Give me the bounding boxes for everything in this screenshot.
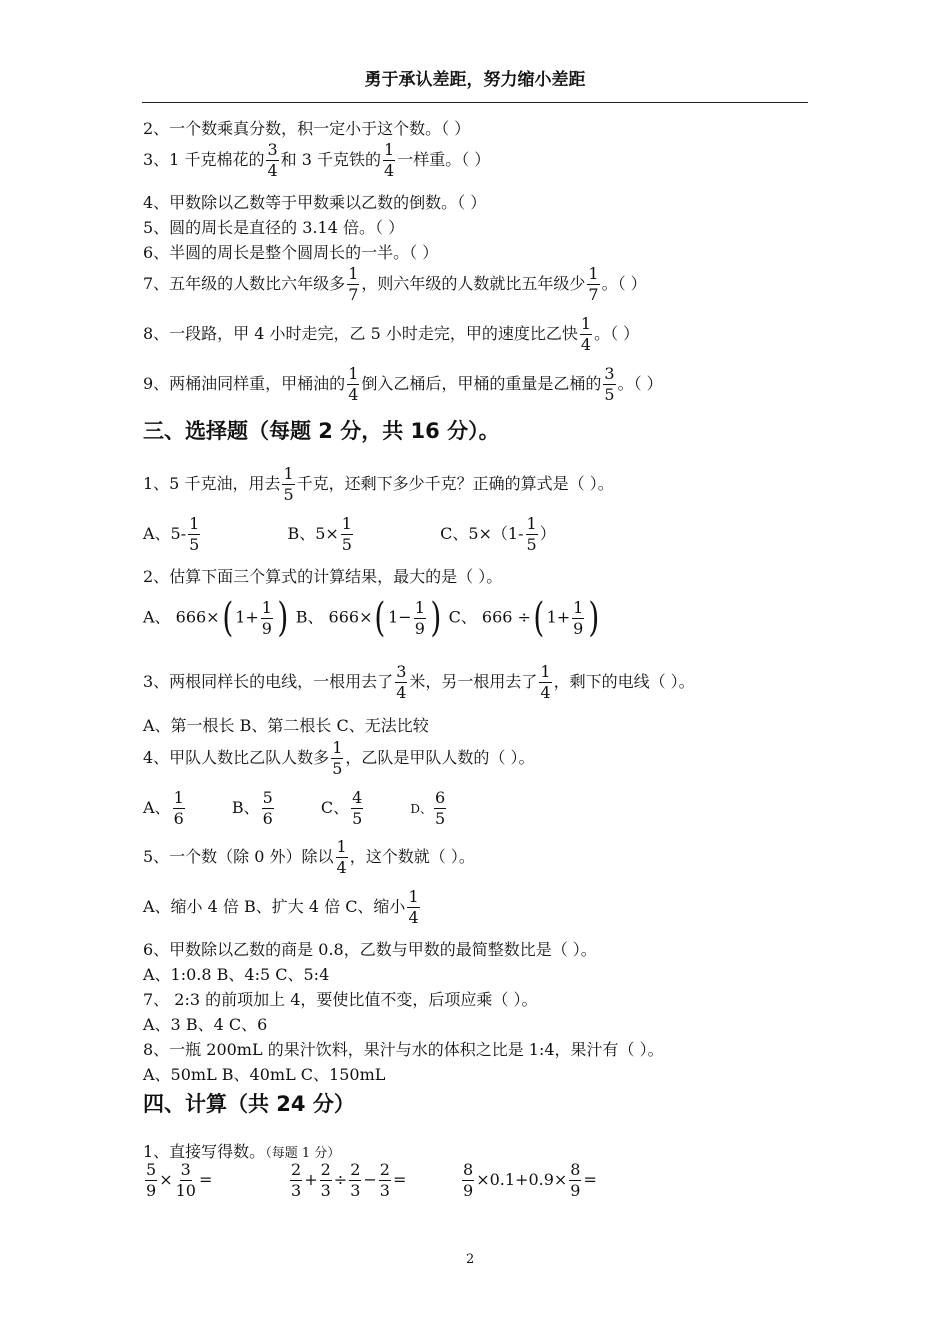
option-c: C、5×（1- $\frac{1}{5}$ ）	[440, 514, 556, 554]
page-header	[142, 66, 808, 103]
fraction: $\frac{1}{4}$	[348, 364, 359, 404]
fraction: $\frac{8}{9}$	[463, 1160, 474, 1200]
fraction: $\frac{3}{4}$	[267, 140, 278, 180]
tf-question-2: 2、一个数乘真分数，积一定小于这个数。（ ）	[143, 119, 471, 138]
option-b: B、 $\frac{5}{6}$	[231, 788, 273, 828]
option-c: C、 $\frac{4}{5}$	[320, 788, 363, 828]
fraction: $\frac{1}{7}$	[348, 264, 359, 304]
mc-question-6-options: A、1:0.8 B、4:5 C、5:4	[143, 965, 330, 984]
fraction: $\frac{4}{5}$	[352, 788, 363, 828]
fraction: $\frac{2}{3}$	[291, 1160, 302, 1200]
tf-question-3: 3、1 千克棉花的 $\frac{3}{4}$ 和 3 千克铁的 $\frac{1}{4}$ 一样重。（ ）	[143, 140, 491, 180]
fraction: $\frac{2}{3}$	[379, 1160, 390, 1200]
tf-question-7: 7、五年级的人数比六年级多 $\frac{1}{7}$ ，则六年级的人数就比五年级少 $\frac{1}{7}$ 。（ ）	[143, 264, 647, 304]
mc-question-2-options	[143, 595, 602, 641]
fraction: $\frac{1}{5}$	[189, 514, 200, 554]
calc-expression-3: $\frac{8}{9}$ ×0.1+0.9× $\frac{8}{9}$ =	[463, 1160, 597, 1200]
calc-expression-2: $\frac{2}{3}$ + $\frac{2}{3}$ ÷ $\frac{2}{3}$ − $\frac{2}{3}$ =	[291, 1160, 407, 1200]
tf-question-9: 9、两桶油同样重，甲桶油的 $\frac{1}{4}$ 倒入乙桶后，甲桶的重量是乙桶的 $\frac{3}{5}$ 。（ ）	[143, 364, 663, 404]
option-a: A、5- $\frac{1}{5}$	[143, 514, 200, 554]
section-3-title: 三、选择题（每题 2 分，共 16 分）。	[143, 419, 500, 443]
mc-question-7-options: A、3 B、4 C、6	[143, 1015, 268, 1034]
fraction: $\frac{2}{3}$	[350, 1160, 361, 1200]
mc-question-5: 5、一个数（除 0 外）除以 $\frac{1}{4}$ ，这个数就（ ）。	[143, 837, 475, 877]
tf-question-6: 6、半圆的周长是整个圆周长的一半。（ ）	[143, 243, 439, 262]
fraction: $\frac{1}{5}$	[332, 738, 343, 778]
fraction: $\frac{6}{5}$	[435, 788, 446, 828]
mc-question-7: 7、 2:3 的前项加上 4，要使比值不变，后项应乘（ ）。	[143, 990, 538, 1009]
section-4-title: 四、计算（共 24 分）	[143, 1092, 355, 1116]
fraction: $\frac{1}{4}$	[580, 314, 592, 354]
fraction: $\frac{1}{4}$	[336, 837, 347, 877]
mc-question-4: 4、甲队人数比乙队人数多 $\frac{1}{5}$ ，乙队是甲队人数的（ ）。	[143, 738, 535, 778]
calc-intro: 1、直接写得数。（每题 1 分）	[143, 1142, 341, 1161]
fraction: $\frac{1}{5}$	[283, 464, 294, 504]
option-a: A、 $\frac{1}{6}$	[143, 788, 184, 828]
fraction: $\frac{1}{9}$	[261, 597, 272, 638]
fraction: $\frac{1}{9}$	[414, 597, 425, 638]
fraction: $\frac{1}{4}$	[408, 887, 419, 927]
mc-question-5-options: A、缩小 4 倍 B、扩大 4 倍 C、缩小 $\frac{1}{4}$	[143, 887, 419, 927]
option-c: C、 666 ÷( 1+ $\frac{1}{9}$ )	[448, 595, 600, 641]
fraction: $\frac{8}{9}$	[570, 1160, 581, 1200]
mc-question-2: 2、估算下面三个算式的计算结果，最大的是（ ）。	[143, 567, 503, 586]
option-b: B、 666×( 1− $\frac{1}{9}$ )	[295, 595, 442, 641]
mc-question-4-options	[143, 790, 448, 827]
fraction: $\frac{1}{9}$	[573, 597, 584, 638]
fraction: $\frac{3}{5}$	[604, 364, 615, 404]
fraction: $\frac{3}{10}$	[175, 1160, 196, 1200]
mc-question-8-options: A、50mL B、40mL C、150mL	[143, 1065, 386, 1084]
page-number: 2	[466, 1252, 475, 1267]
mc-question-8: 8、一瓶 200mL 的果汁饮料，果汁与水的体积之比是 1:4，果汁有（ ）。	[143, 1040, 664, 1059]
option-d: D、 $\frac{6}{5}$	[410, 788, 446, 828]
header-title: 勇于承认差距，努力缩小差距	[364, 70, 586, 90]
fraction: $\frac{2}{3}$	[320, 1160, 331, 1200]
tf-question-8: 8、一段路，甲 4 小时走完，乙 5 小时走完，甲的速度比乙快 $\frac{1}{4}$ 。（ ）	[143, 314, 640, 354]
fraction: $\frac{5}{9}$	[146, 1160, 157, 1200]
fraction: $\frac{3}{4}$	[396, 662, 407, 702]
mc-question-1-options	[143, 516, 556, 553]
fraction: $\frac{1}{5}$	[526, 514, 537, 554]
mc-question-1: 1、5 千克油，用去 $\frac{1}{5}$ 千克，还剩下多少千克？正确的算式是（ ）。	[143, 464, 614, 504]
fraction: $\frac{1}{7}$	[588, 264, 599, 304]
fraction: $\frac{1}{4}$	[540, 662, 551, 702]
calc-expression-1: $\frac{5}{9}$ × $\frac{3}{10}$ =	[146, 1160, 213, 1200]
fraction: $\frac{1}{4}$	[384, 140, 395, 180]
fraction: $\frac{5}{6}$	[262, 788, 273, 828]
fraction: $\frac{1}{6}$	[173, 788, 184, 828]
tf-question-4: 4、甲数除以乙数等于甲数乘以乙数的倒数。（ ）	[143, 193, 487, 212]
mc-question-3: 3、两根同样长的电线，一根用去了 $\frac{3}{4}$ 米，另一根用去了 $\frac{1}{4}$ ，剩下的电线（ ）。	[143, 662, 695, 702]
option-a: A、 666×( 1+ $\frac{1}{9}$ )	[143, 595, 289, 641]
mc-question-3-options: A、第一根长 B、第二根长 C、无法比较	[143, 716, 429, 735]
fraction: $\frac{1}{5}$	[341, 514, 352, 554]
tf-question-5: 5、圆的周长是直径的 3.14 倍。（ ）	[143, 218, 405, 237]
option-b: B、5× $\frac{1}{5}$	[287, 514, 352, 554]
mc-question-6: 6、甲数除以乙数的商是 0.8，乙数与甲数的最简整数比是（ ）。	[143, 940, 597, 959]
